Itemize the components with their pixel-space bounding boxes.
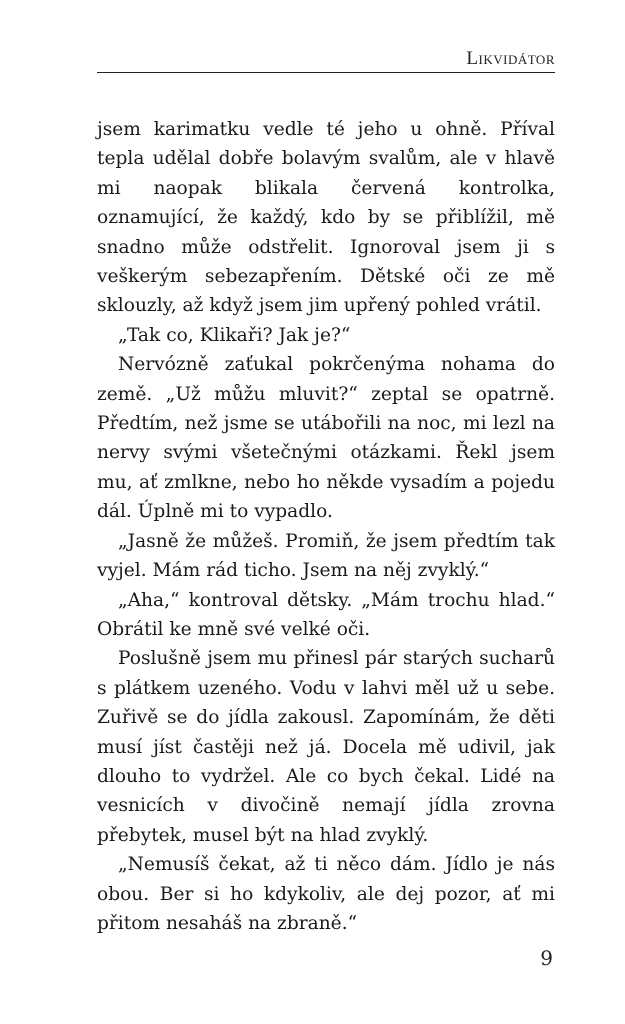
page-number: 9 xyxy=(540,946,553,970)
paragraph: Nervózně zaťukal pokrčenýma nohama do země. „Už můžu mluvit?“ zeptal se opatrně. Předtím, než jsme se utábořili na noc, mi lezl na nervy svými všetečnými otázkami. Řekl jsem mu, ať zmlkne, nebo ho někde vysadím a pojedu dál. Úplně mi to vypadlo. xyxy=(97,354,555,523)
running-head-title: Likvidátor xyxy=(466,48,555,69)
paragraph: jsem karimatku vedle té jeho u ohně. Příval tepla udělal dobře bolavým svalům, ale v hlavě mi naopak blikala červená kontrolka, oznamující, že každý, kdo by se přiblížil, mě snadno může odstřelit. Ignoroval jsem ji s veškerým sebezapřením. Dětské oči ze mě sklouzly, až když jsem jim upřený pohled vrátil. xyxy=(97,119,555,317)
paragraph: Poslušně jsem mu přinesl pár starých sucharů s plátkem uzeného. Vodu v lahvi měl už u sebe. Zuřivě se do jídla zakousl. Zapomínám, že děti musí jíst častěji než já. Docela mě udivil, jak dlouho to vydržel. Ale co bych čekal. Lidé na vesnicích v divočině nemají jídla zrovna přebytek, musel být na hlad zvyklý. xyxy=(97,648,555,846)
paragraph: „Nemusíš čekat, až ti něco dám. Jídlo je nás obou. Ber si ho kdykoliv, ale dej pozor, ať mi přitom nesaháš na zbraně.“ xyxy=(97,854,555,934)
header-rule xyxy=(97,72,555,73)
paragraph: „Jasně že můžeš. Promiň, že jsem předtím tak vyjel. Mám rád ticho. Jsem na něj zvyklý.“ xyxy=(97,530,555,582)
paragraph: „Tak co, Klikaři? Jak je?“ xyxy=(118,324,351,346)
paragraph: „Aha,“ kontroval dětsky. „Mám trochu hlad.“ Obrátil ke mně své velké oči. xyxy=(97,589,555,640)
body-text xyxy=(97,115,555,938)
